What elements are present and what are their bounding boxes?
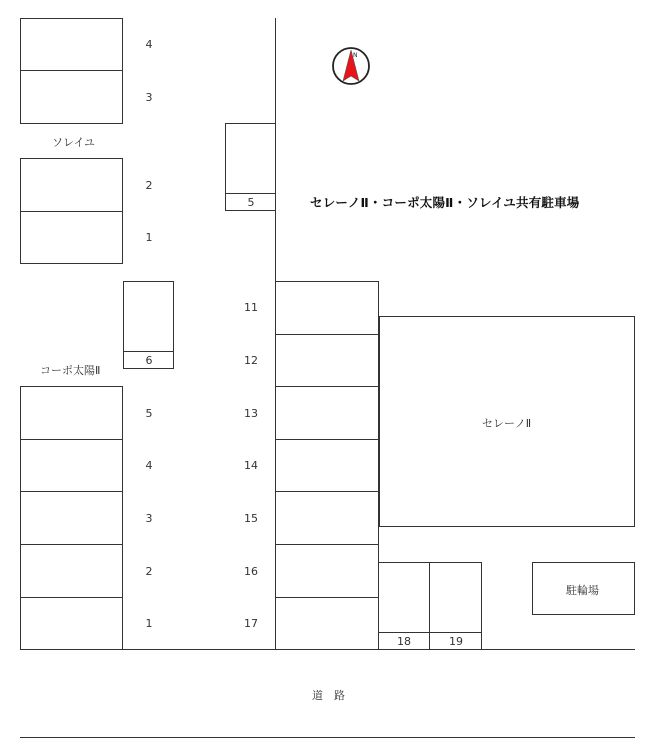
shared-slot-17-number: 17	[244, 617, 258, 630]
corpo-slot-1-number: 1	[145, 617, 153, 630]
soleil-slot-2	[20, 158, 123, 212]
soleil-slot-4	[20, 18, 123, 71]
shared-slot-12	[275, 334, 379, 387]
soleil-slot-2-number: 2	[145, 179, 153, 192]
soleil-slot-4-number: 4	[145, 38, 153, 51]
shared-slot-11	[275, 281, 379, 335]
corpo-slot-3	[20, 491, 123, 545]
corpo-slot-5	[20, 386, 123, 440]
left-column-right-edge	[122, 386, 123, 650]
shared-slot-11-number: 11	[244, 301, 258, 314]
shared-slot-15-number: 15	[244, 512, 258, 525]
compass-north-letter: N	[353, 52, 358, 59]
corpo-slot-5-number: 5	[145, 407, 153, 420]
soleil-slot-3	[20, 70, 123, 124]
corpo-slot-2	[20, 544, 123, 598]
shared-slot-12-number: 12	[244, 354, 258, 367]
center-slot-6	[123, 281, 174, 352]
corpo-slot-4	[20, 439, 123, 492]
corpo-slot-3-number: 3	[145, 512, 153, 525]
shared-slot-14	[275, 439, 379, 492]
road-bottom-edge	[20, 737, 635, 738]
center-slot-5-number: 5	[247, 196, 255, 209]
soleil-slot-3-number: 3	[145, 91, 153, 104]
soleil-slot-1	[20, 211, 123, 264]
bottom-slot-18-number: 18	[397, 635, 411, 648]
road-label: 道 路	[312, 689, 345, 702]
bottom-slot-19-number: 19	[449, 635, 463, 648]
shared-slot-13	[275, 386, 379, 440]
soleil-slot-1-number: 1	[145, 231, 153, 244]
corpo-slot-1	[20, 597, 123, 650]
center-slot-6-number: 6	[145, 354, 153, 367]
soleil-building-label: ソレイユ	[52, 136, 96, 149]
shared-slot-16-number: 16	[244, 565, 258, 578]
corpo-slot-2-number: 2	[145, 565, 153, 578]
corpo-taiyo-building-label: コーポ太陽Ⅱ	[40, 364, 101, 377]
bottom-slot-19	[429, 562, 482, 633]
shared-slot-16	[275, 544, 379, 598]
shared-slot-15	[275, 491, 379, 545]
map-title: セレーノⅡ・コーポ太陽Ⅱ・ソレイユ共有駐車場	[310, 195, 580, 210]
center-slot-5	[225, 123, 276, 194]
sereno-building-label: セレーノⅡ	[482, 417, 532, 430]
corpo-slot-4-number: 4	[145, 459, 153, 472]
shared-slot-14-number: 14	[244, 459, 258, 472]
bottom-slot-18	[378, 562, 430, 633]
north-compass-icon	[330, 45, 372, 87]
shared-slot-17	[275, 597, 379, 650]
shared-slot-13-number: 13	[244, 407, 258, 420]
road-top-edge	[20, 649, 635, 650]
bicycle-parking-label: 駐輪場	[566, 584, 599, 597]
